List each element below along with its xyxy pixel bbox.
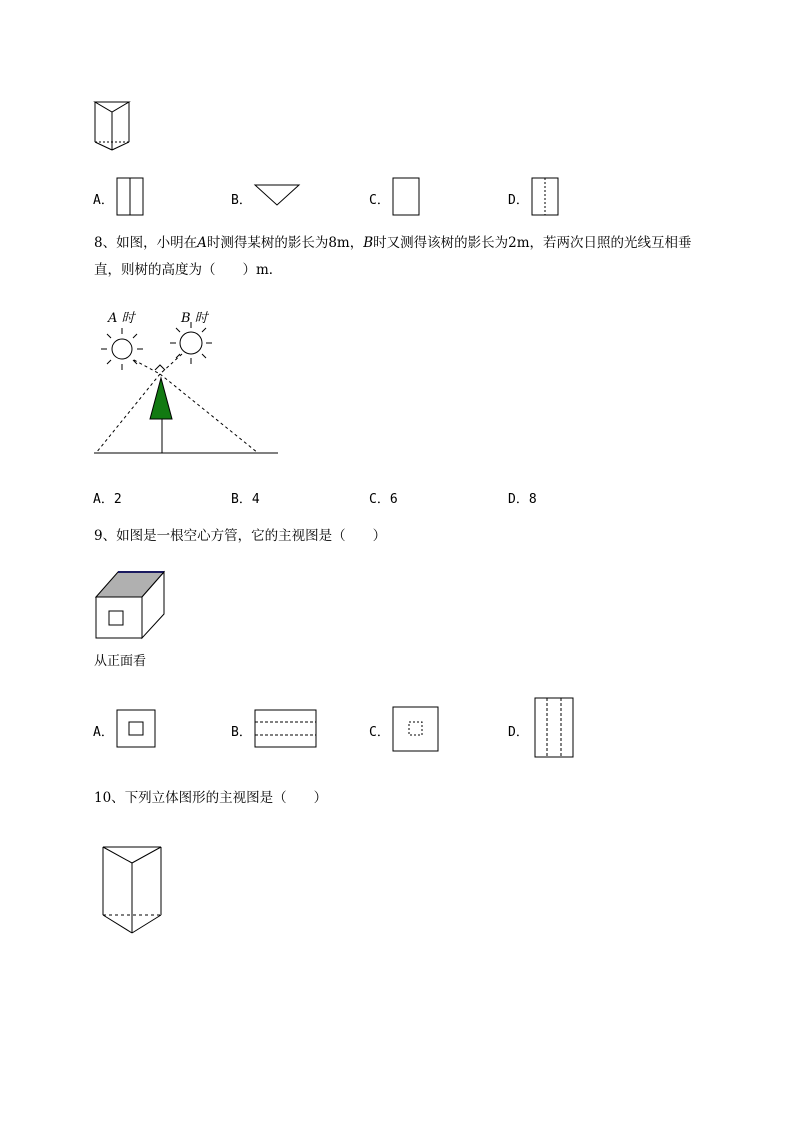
q8-label-a-time: A 时	[108, 311, 135, 326]
q10-text: 下列立体图形的主视图是（ ）	[124, 790, 328, 806]
q7-option-b-figure	[254, 184, 300, 208]
q8-sun-b-icon	[170, 322, 212, 364]
q8-var-b: B	[363, 235, 374, 251]
q8-text-part-c: 时又测得该树的影长为2m，若两次日照的光线互相垂	[373, 235, 692, 251]
q8-option-b: B．4	[231, 492, 260, 507]
q7-option-a-label: A．	[93, 193, 114, 208]
q8-tree-icon	[150, 378, 172, 419]
q9-option-c-label: C．	[369, 725, 390, 740]
q9-option-b-label: B．	[231, 725, 252, 740]
q9-option-a-label: A．	[93, 725, 114, 740]
q8-option-a: A．2	[93, 492, 122, 507]
q7-option-d-figure	[531, 177, 559, 217]
q10-question	[94, 785, 327, 812]
q7-option-c-figure	[392, 177, 420, 217]
q7-option-d-label: D．	[508, 193, 529, 208]
q10-number: 10、	[94, 790, 125, 806]
q8-text-part-b: 时测得某树的影长为8m，	[206, 235, 364, 251]
q8-sun-a-icon	[101, 328, 143, 370]
q7-option-a-figure	[116, 177, 144, 217]
q9-number: 9、	[94, 528, 117, 544]
q8-tree-shadow-figure	[90, 322, 282, 458]
q9-question	[94, 523, 386, 550]
q8-option-c: C．6	[369, 492, 398, 507]
q8-line-1	[94, 230, 692, 257]
q9-option-d-label: D．	[508, 725, 529, 740]
q8-text-part-a: 如图，小明在	[116, 235, 198, 251]
q9-option-c-figure	[392, 706, 440, 752]
q9-option-d-figure	[534, 697, 576, 759]
q9-text: 如图是一根空心方管，它的主视图是（ ）	[116, 528, 387, 544]
q8-number: 8、	[94, 235, 117, 251]
q8-option-d: D．8	[508, 492, 537, 507]
q8-line-2: 直，则树的高度为（ ）m．	[94, 262, 283, 278]
q8-label-b-time: B 时	[181, 311, 208, 326]
q8-var-a: A	[197, 235, 207, 251]
q7-prism-figure	[94, 100, 130, 154]
q9-option-a-figure	[116, 709, 158, 749]
q7-option-c-label: C．	[369, 193, 390, 208]
q9-option-b-figure	[254, 709, 318, 749]
q7-option-b-label: B．	[231, 193, 252, 208]
q10-prism-figure	[101, 845, 165, 937]
q9-caption: 从正面看	[94, 654, 147, 669]
q9-hollow-tube-figure	[94, 570, 168, 640]
